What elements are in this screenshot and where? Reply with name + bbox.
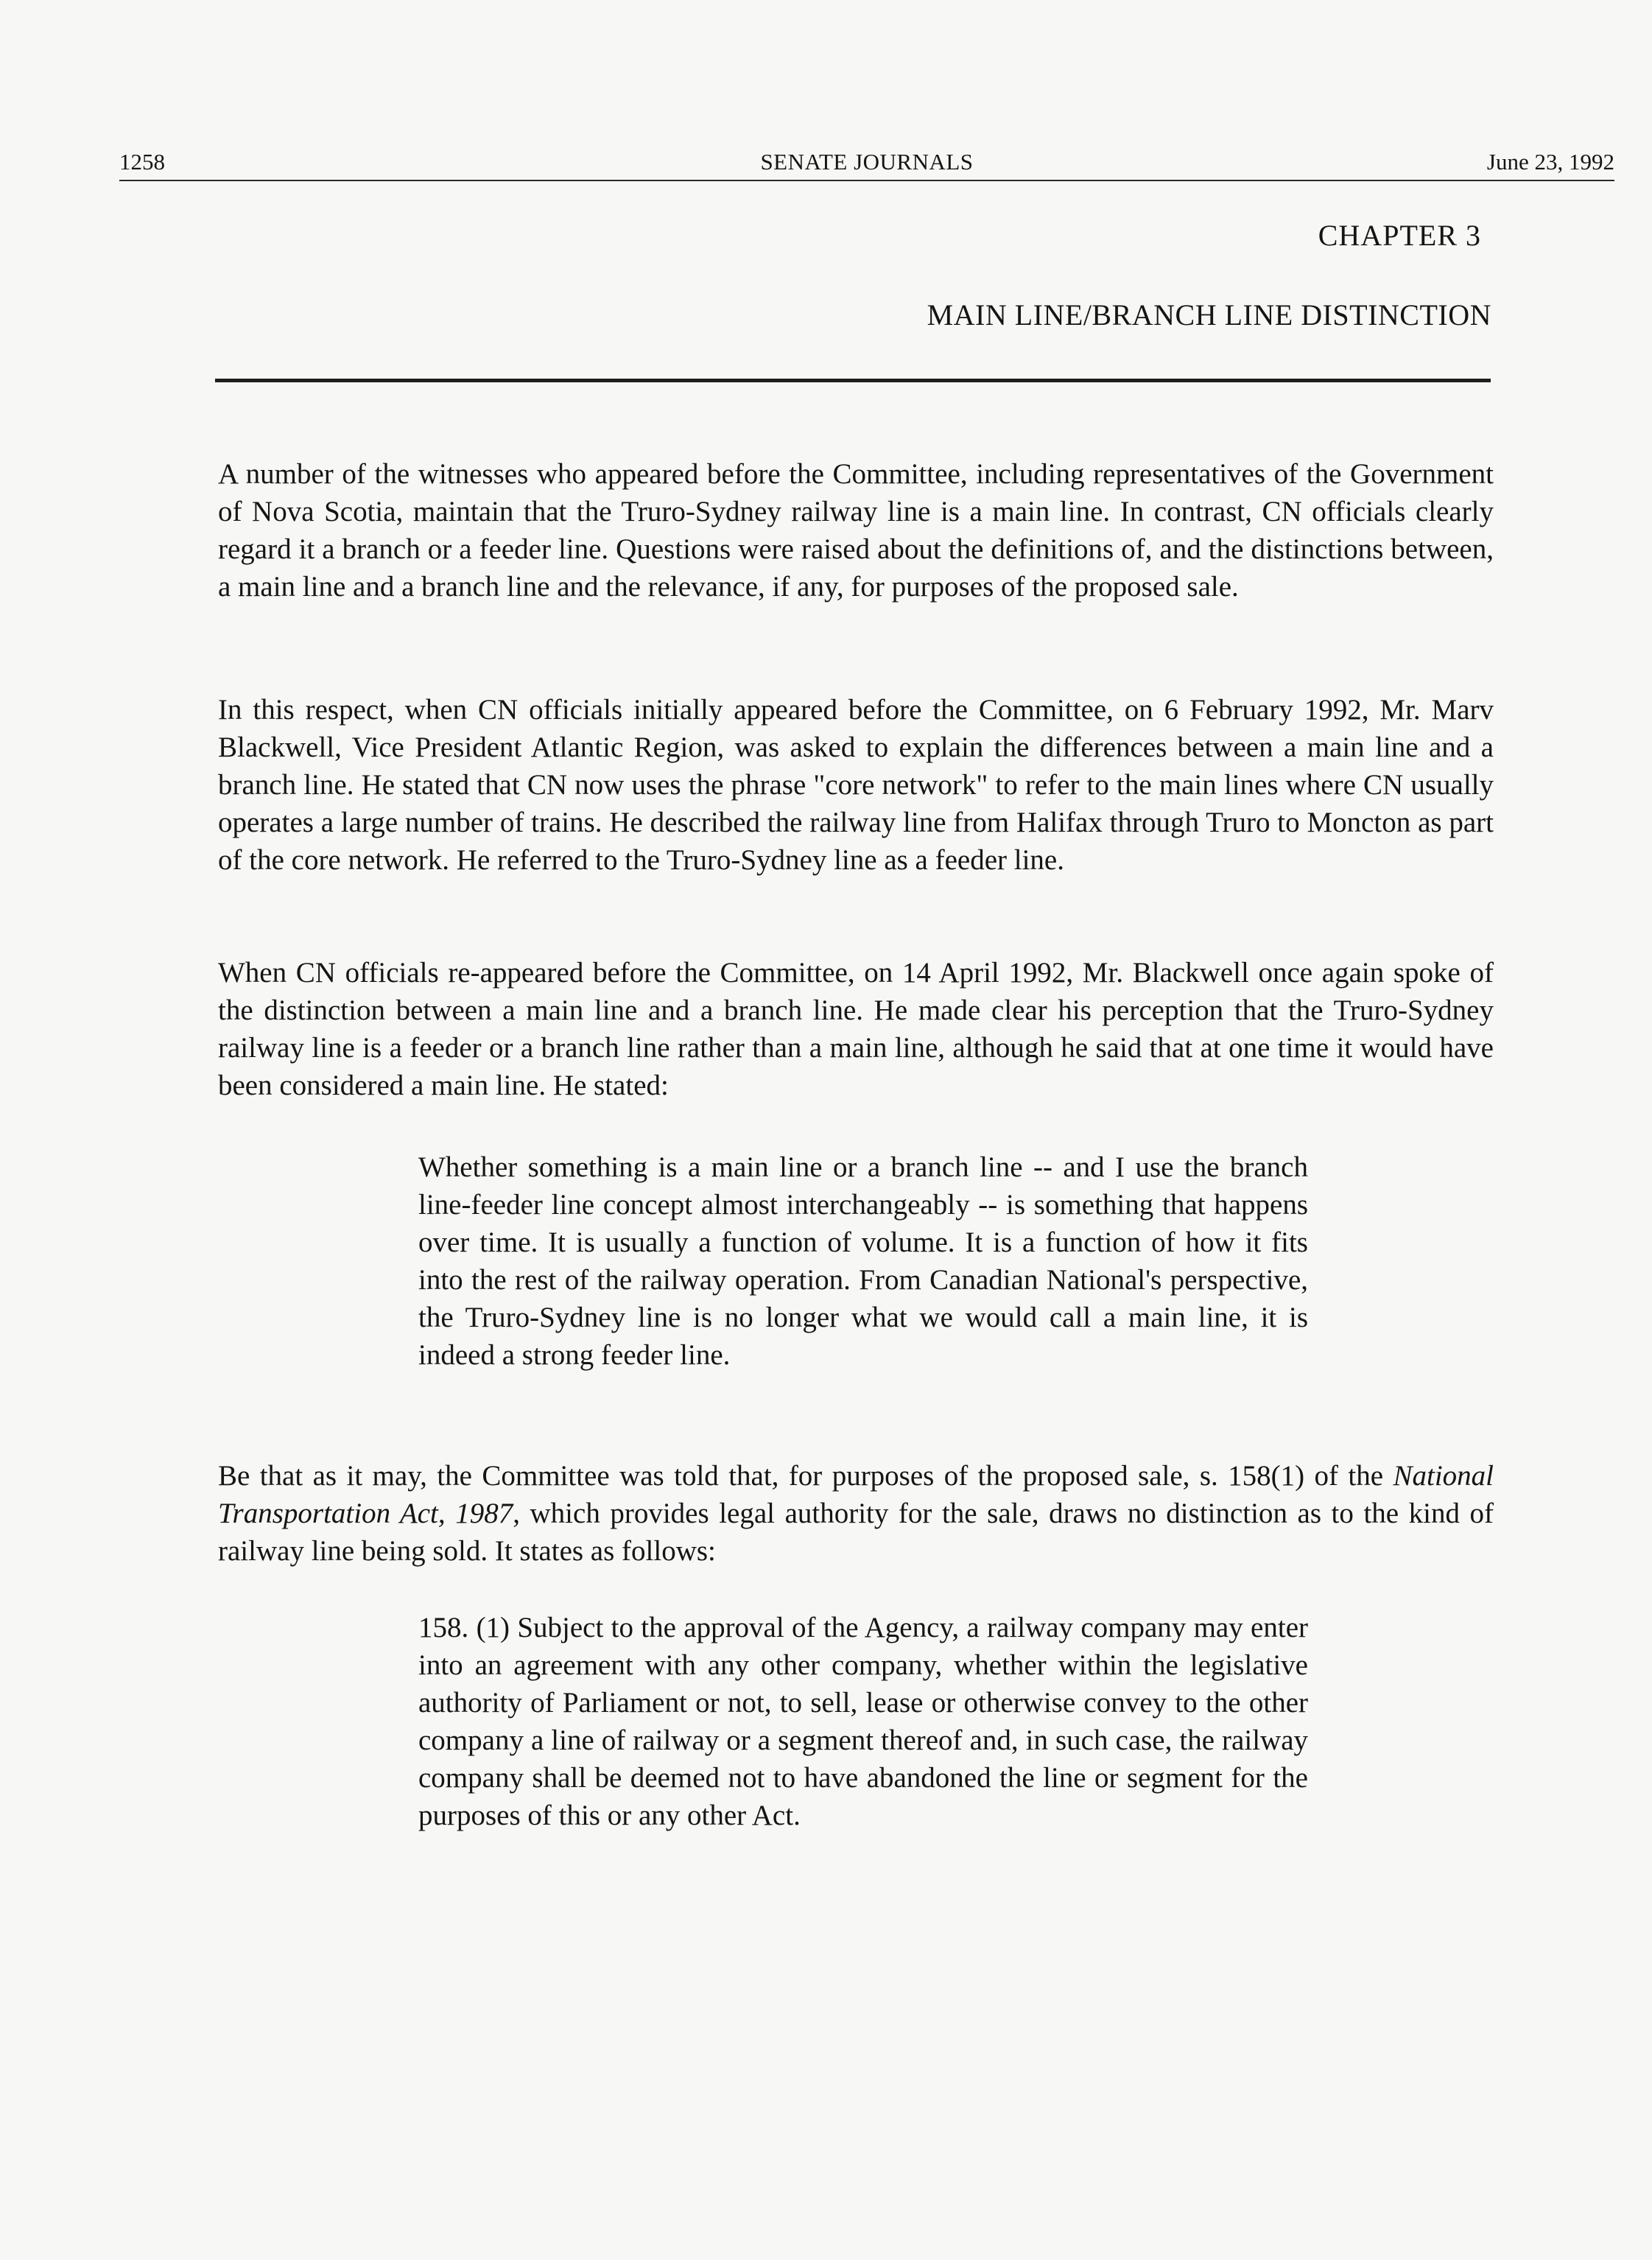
journal-title: SENATE JOURNALS [760,149,974,175]
chapter-divider [215,379,1491,382]
paragraph-legal-authority-rest: , which provides legal authority for the sale, draws no distinction as to the kind of railway line being sold. It states as follows: [218,1498,1494,1567]
chapter-number: CHAPTER 3 [1318,219,1481,252]
paragraph-witnesses: A number of the witnesses who appeared before the Committee, including representatives of the Government of Nova Scotia, maintain that the Truro-Sydney railway line is a main line. In contrast, CN officials clearly regard it a branch or a feeder line. Questions were raised about the definitions of, and the distinctions between, a main line and a branch line and the relevance, if any, for purposes of the proposed sale. [218,458,1494,603]
header-date: June 23, 1992 [1486,149,1614,175]
block-quote-blackwell: Whether something is a main line or a branch line -- and I use the branch line-feeder line concept almost interchangeably -- is something that happens over time. It is usually a function of volume. It is a function of how it fits into the rest of the railway operation. From Canadian National's perspective, the Truro-Sydney line is no longer what we would call a main line, it is indeed a strong feeder line. [418,1151,1308,1371]
paragraph-reappearance: When CN officials re-appeared before the Committee, on 14 April 1992, Mr. Blackwell once again spoke of the distinction between a main line and a branch line. He made clear his perception that the Truro-Sydney railway line is a feeder or a branch line rather than a main line, although he said that at one time it would have been considered a main line. He stated: [218,957,1494,1101]
block-quote-statute: 158. (1) Subject to the approval of the Agency, a railway company may enter into an agreement with any other company, whether within the legislative authority of Parliament or not, to sell, lease or otherwise convey to the other company a line of railway or a segment thereof and, in such case, the railway company shall be deemed not to have abandoned the line or segment for the purposes of this or any other Act. [418,1612,1308,1831]
act-title: National Transportation Act, 1987 [218,1460,1494,1529]
paragraph-initial-appearance: In this respect, when CN officials initially appeared before the Committee, on 6 February 1992, Mr. Marv Blackwell, Vice President Atlantic Region, was asked to explain the differences between a main line and a branch line. He stated that CN now uses the phrase "core network" to refer to the main lines where CN usually operates a large number of trains. He described the railway line from Halifax through Truro to Moncton as part of the core network. He referred to the Truro-Sydney line as a feeder line. [218,694,1494,876]
paragraph-legal-authority-intro: Be that as it may, the Committee was told that, for purposes of the proposed sale, s. 158(1) of the [218,1460,1393,1492]
chapter-title: MAIN LINE/BRANCH LINE DISTINCTION [927,298,1491,331]
running-header [119,143,1614,181]
paragraph-legal-authority [218,1457,1494,1570]
page-number: 1258 [119,149,165,175]
